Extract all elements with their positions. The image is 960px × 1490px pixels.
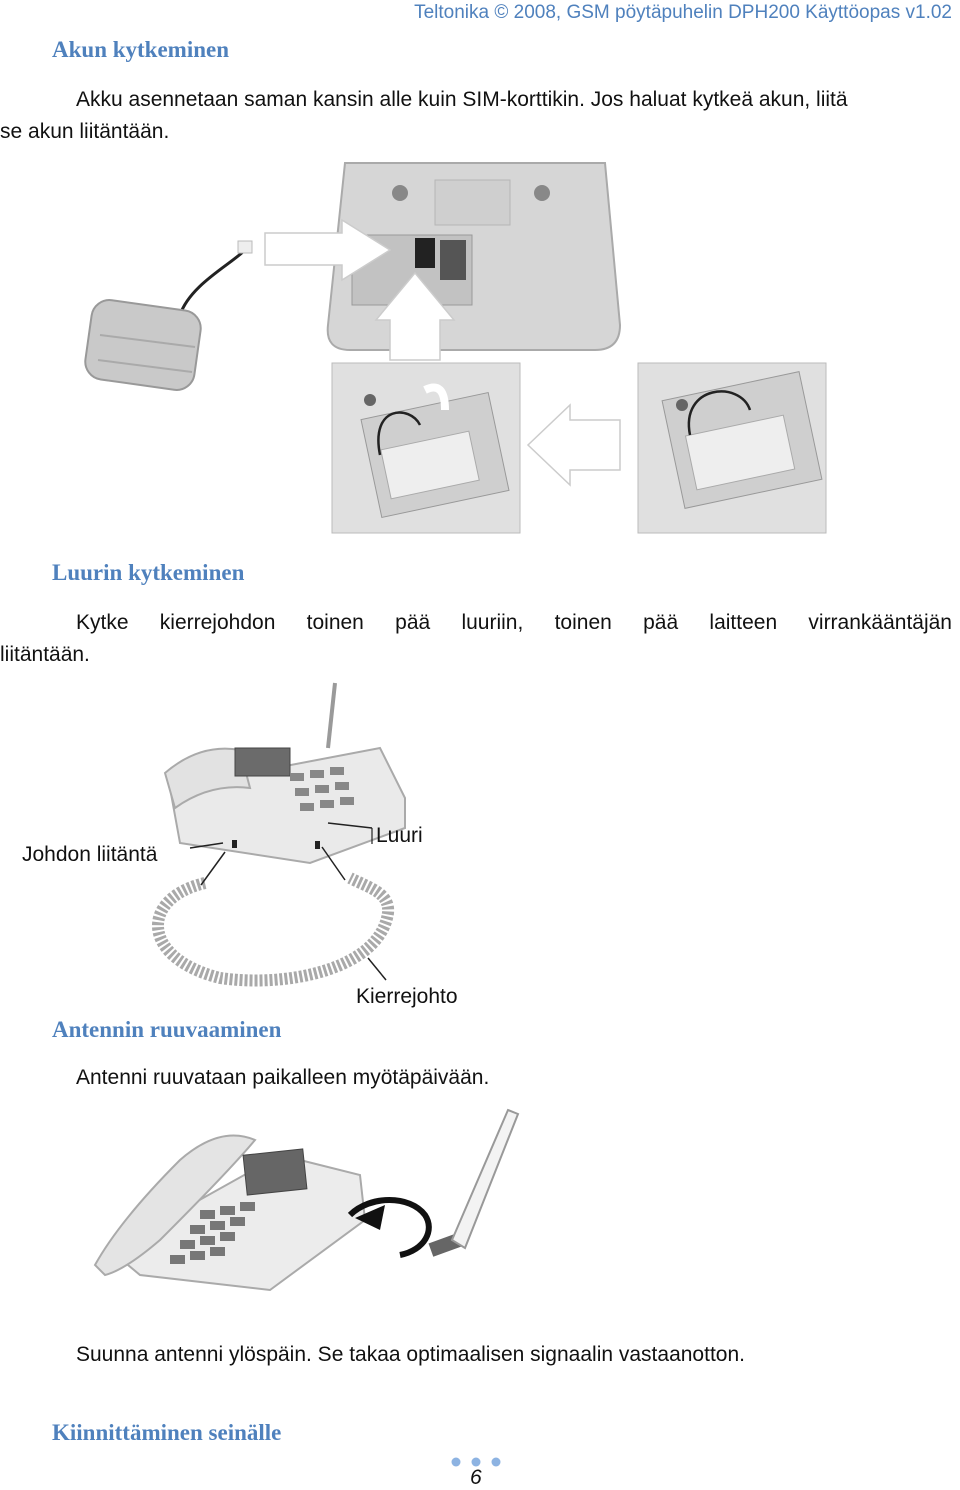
callout-cord-connector: Johdon liitäntä [22, 843, 158, 866]
running-header: Teltonika © 2008, GSM pöytäpuhelin DPH200 Käyttöopas v1.02 [414, 2, 952, 23]
paragraph-battery-line2: se akun liitäntään. [0, 120, 170, 143]
paragraph-antenna: Antenni ruuvataan paikalleen myötäpäivään. [76, 1066, 490, 1089]
antenna-rod-image [452, 1110, 518, 1248]
antenna-installation-illustration [80, 1100, 560, 1310]
phone-front-display [243, 1149, 307, 1195]
callout-handset: Luuri [376, 824, 423, 847]
paragraph-battery-line1: Akku asennetaan saman kansin alle kuin SIM-korttikin. Jos haluat kytkeä akun, liitä [76, 88, 848, 111]
paragraph-antenna-note: Suunna antenni ylöspäin. Se takaa optimaalisen signaalin vastaanotton. [76, 1343, 745, 1366]
page-number: 6 [470, 1466, 482, 1489]
rotate-clockwise-icon [350, 1200, 429, 1255]
paragraph-handset-line1: Kytke kierrejohdon toinen pää luuriin, toinen pää laitteen virrankääntäjän [76, 611, 952, 634]
heading-wall-mount: Kiinnittäminen seinälle [52, 1420, 282, 1445]
paragraph-handset-line2: liitäntään. [0, 643, 90, 666]
callout-coil-cord: Kierrejohto [356, 985, 458, 1008]
heading-handset: Luurin kytkeminen [52, 560, 245, 585]
heading-battery: Akun kytkeminen [52, 37, 230, 62]
heading-antenna: Antennin ruuvaaminen [52, 1017, 282, 1042]
